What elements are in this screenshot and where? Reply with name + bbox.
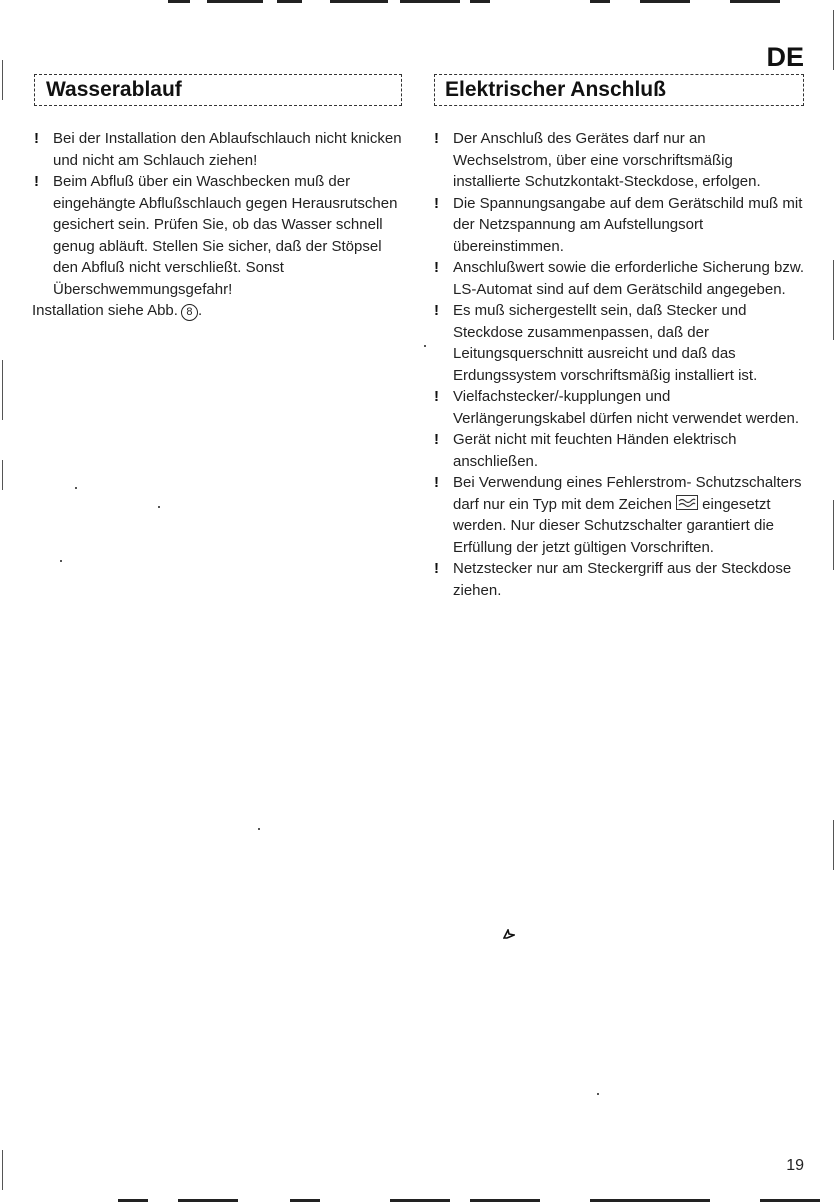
exclamation-icon: !: [434, 388, 439, 405]
scan-speck: [424, 345, 426, 347]
exclamation-icon: !: [434, 130, 439, 147]
warning-text: eingesetzt werden. Nur dieser Schutzschalter garantiert die Erfüllung der jetzt gültigen Vorschriften.: [453, 495, 774, 556]
margin-mark: [833, 500, 834, 570]
section-wasserablauf: [34, 74, 402, 322]
warning-item: [434, 193, 804, 258]
page-number: 19: [786, 1157, 804, 1174]
warning-item: [434, 472, 804, 558]
warning-item: [34, 171, 402, 300]
margin-mark: [2, 1150, 3, 1190]
section-header: [434, 74, 804, 106]
rcd-type-symbol-icon: [676, 495, 698, 510]
margin-mark: [833, 10, 834, 70]
warning-text: Der Anschluß des Gerätes darf nur an Wechselstrom, über eine vorschriftsmäßig installierte Schutzkontakt-Steckdose, erfolgen.: [453, 130, 761, 190]
warning-item: [434, 386, 804, 429]
scan-edge-top: [0, 0, 838, 4]
warning-text: Netzstecker nur am Steckergriff aus der Steckdose ziehen.: [453, 560, 792, 599]
exclamation-icon: !: [34, 173, 39, 190]
exclamation-icon: !: [34, 130, 39, 147]
margin-mark: [2, 60, 3, 100]
exclamation-icon: !: [434, 474, 439, 491]
warning-text: Gerät nicht mit feuchten Händen elektrisch anschließen.: [453, 431, 737, 470]
scan-mark-icon: [503, 928, 515, 942]
margin-mark: [833, 820, 834, 870]
language-code: DE: [766, 42, 804, 72]
section-title: Wasserablauf: [46, 78, 182, 101]
exclamation-icon: !: [434, 259, 439, 276]
scan-speck: [258, 828, 260, 830]
warning-text: Vielfachstecker/-kupplungen und Verlängerungskabel dürfen nicht verwendet werden.: [453, 388, 800, 427]
note-text: Installation siehe Abb.: [32, 302, 178, 319]
warning-item: [434, 128, 804, 193]
section-title: Elektrischer Anschluß: [445, 78, 666, 101]
warning-text: Bei der Installation den Ablaufschlauch nicht knicken und nicht am Schlauch ziehen!: [53, 130, 402, 169]
margin-mark: [2, 360, 3, 420]
margin-mark: [2, 460, 3, 490]
warning-item: [34, 128, 402, 171]
warning-text: Beim Abfluß über ein Waschbecken muß der eingehängte Abflußschlauch gegen Herausrutschen gesichert sein. Prüfen Sie, ob das Wasser schnell genug abläuft. Stellen Sie sicher, daß der Stöpsel den Abfluß nicht verschließt. Sonst Überschwemmungsgefahr!: [53, 173, 398, 298]
warning-text: Anschlußwert sowie die erforderliche Sicherung bzw. LS-Automat sind auf dem Gerätschild angegeben.: [453, 259, 804, 298]
warning-item: [434, 558, 804, 601]
exclamation-icon: !: [434, 431, 439, 448]
warning-text: Die Spannungsangabe auf dem Gerätschild muß mit der Netzspannung am Aufstellungsort übereinstimmen.: [453, 194, 803, 255]
section-elektrischer-anschluss: [434, 74, 804, 601]
warning-list: [34, 128, 402, 300]
exclamation-icon: !: [434, 194, 439, 212]
warning-item: [434, 429, 804, 472]
warning-text: Es muß sichergestellt sein, daß Stecker und Steckdose zusammenpassen, daß der Leitungsquerschnitt ausreicht und daß das Erdungssystem vorschriftsmäßig installiert ist.: [453, 302, 758, 384]
warning-item: [434, 257, 804, 300]
exclamation-icon: !: [434, 560, 439, 577]
warning-list: [434, 128, 804, 601]
scan-edge-bottom: [0, 1199, 838, 1203]
figure-reference: 8: [181, 304, 198, 321]
scan-speck: [60, 560, 62, 562]
installation-note: [32, 300, 402, 322]
scan-speck: [158, 506, 160, 508]
section-header: [34, 74, 402, 106]
scan-speck: [75, 487, 77, 489]
warning-item: [434, 300, 804, 386]
exclamation-icon: !: [434, 302, 439, 319]
note-punctuation: .: [197, 302, 203, 319]
margin-mark: [833, 260, 834, 340]
warning-text: Bei Verwendung eines Fehlerstrom- Schutzschalters darf nur ein Typ mit dem Zeichen: [453, 474, 802, 513]
scan-speck: [597, 1093, 599, 1095]
